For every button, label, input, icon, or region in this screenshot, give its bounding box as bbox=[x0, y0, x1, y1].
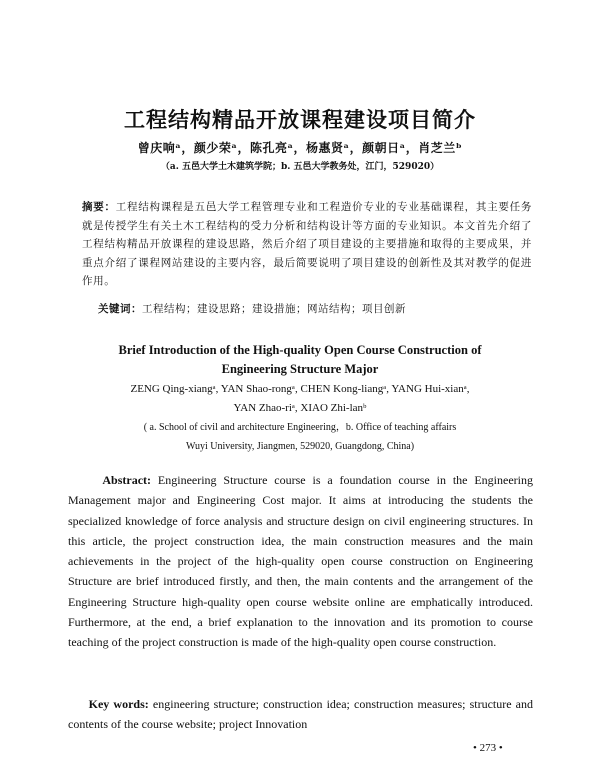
english-affiliation-line-1: ( a. School of civil and architecture Engineering，b. Office of teaching affairs bbox=[143, 422, 457, 433]
english-abstract-label: Abstract: bbox=[102, 473, 152, 487]
english-title-line-2: Engineering Structure Major bbox=[221, 362, 379, 376]
english-authors-line-1: ZENG Qing-xiangᵃ, YAN Shao-rongᵃ, CHEN Kong-liangᵃ, YANG Hui-xianᵃ, bbox=[130, 383, 470, 395]
chinese-abstract-text: 工程结构课程是五邑大学工程管理专业和工程造价专业的专业基础课程，其主要任务就是传授学生有关土木工程结构的受力分析和结构设计等方面的专业知识。本文首先介绍了工程结构精品开放课程的建设思路，然后介绍了项目建设的主要措施和取得的主要成果，并重点介绍了课程网站建设的主要内容，最后简要说明了项目建设的创新性及其对教学的促进作用。 bbox=[82, 201, 532, 287]
english-title bbox=[0, 341, 600, 379]
chinese-keywords-label: 关键词： bbox=[98, 303, 142, 315]
chinese-abstract bbox=[82, 198, 532, 291]
english-affiliation bbox=[0, 418, 600, 456]
english-authors bbox=[0, 380, 600, 418]
chinese-affiliation: （a. 五邑大学土木建筑学院；b. 五邑大学教务处，江门，529020） bbox=[160, 162, 440, 172]
english-abstract bbox=[68, 470, 533, 653]
chinese-title: 工程结构精品开放课程建设项目简介 bbox=[124, 108, 476, 132]
english-keywords bbox=[68, 694, 533, 735]
english-authors-line-2: YAN Zhao-riᵃ, XIAO Zhi-lanᵇ bbox=[233, 402, 367, 414]
chinese-authors: 曾庆响ᵃ，颜少荣ᵃ，陈孔亮ᵃ，杨惠贤ᵃ，颜朝日ᵃ，肖芝兰ᵇ bbox=[137, 141, 463, 155]
chinese-abstract-label: 摘要： bbox=[82, 201, 116, 213]
english-title-line-1: Brief Introduction of the High-quality Open Course Construction of bbox=[118, 343, 482, 357]
english-affiliation-line-2: Wuyi University, Jiangmen, 529020, Guangdong, China) bbox=[185, 441, 415, 452]
chinese-keywords-text: 工程结构；建设思路；建设措施；网站结构；项目创新 bbox=[142, 303, 406, 315]
page-number: • 273 • bbox=[473, 742, 503, 754]
english-keywords-label: Key words: bbox=[88, 697, 149, 711]
english-abstract-text: Engineering Structure course is a foundation course in the Engineering Management major and Engineering Cost major. It aims at introducing the students the specialized knowledge of force analysis and structure design on civil engineering structures. In this article, the project construction idea, the main construction measures and the main achievements in the project of the high-quality open course construction on Engineering Structure are brief introduced firstly, and then, the main contents and the arrangement of the Engineering Structure high-quality open course website online are emphatically introduced. Furthermore, at the end, a brief explanation to the innovation and its promotion to course teaching of the project construction is made of the high-quality open course construction. bbox=[68, 473, 534, 650]
english-keywords-text: engineering structure; construction idea; construction measures; structure and contents of the course website; project Innovation bbox=[68, 697, 534, 732]
chinese-keywords bbox=[98, 301, 538, 316]
